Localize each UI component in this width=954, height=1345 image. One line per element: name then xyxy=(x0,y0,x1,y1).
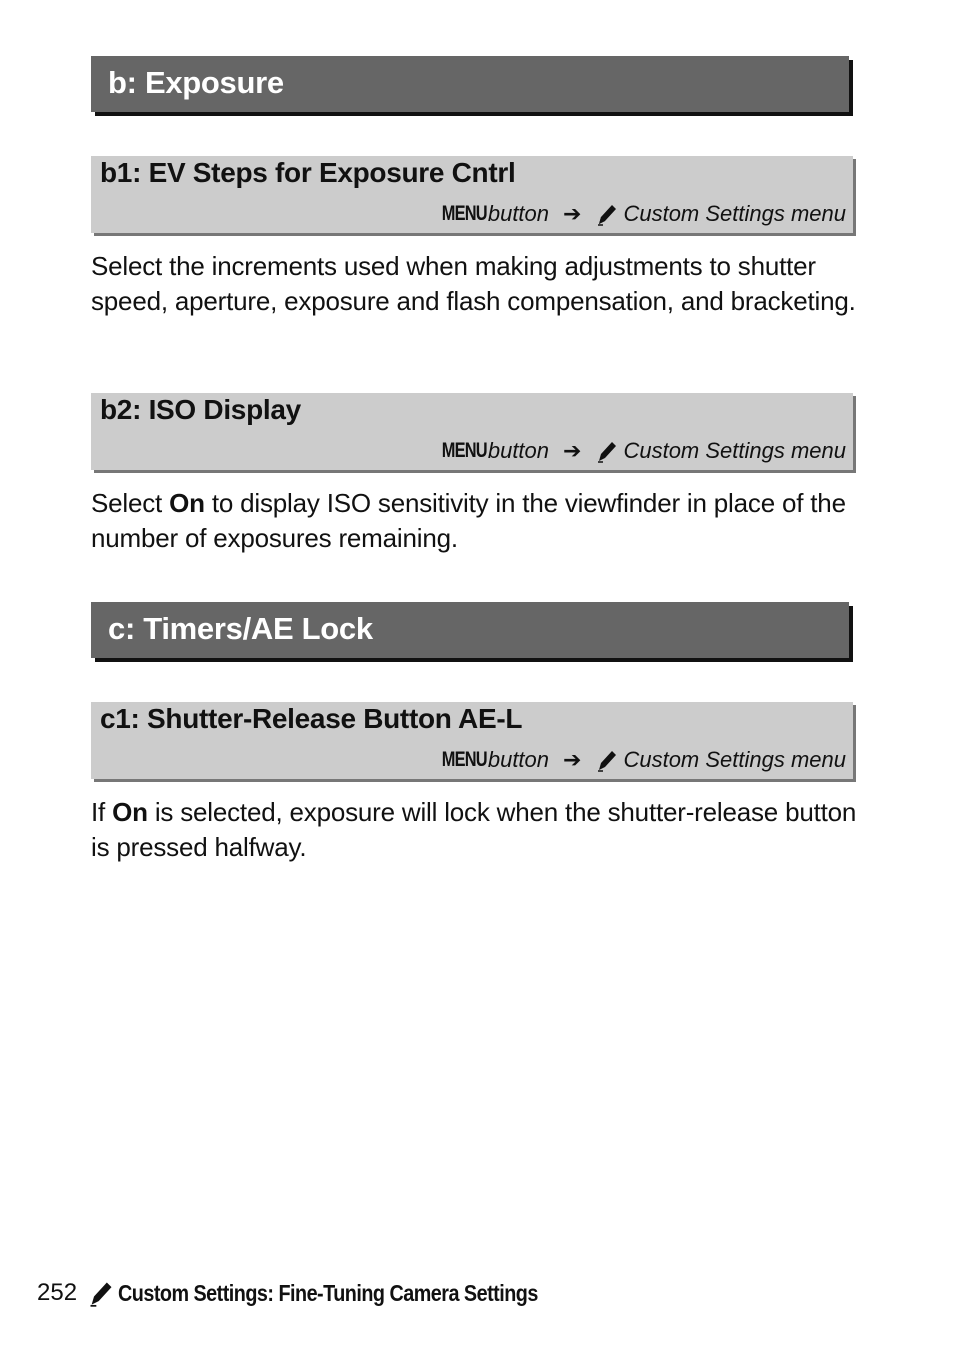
section-title: b: Exposure xyxy=(108,65,284,100)
button-word: button xyxy=(487,438,550,463)
pencil-icon xyxy=(595,748,619,772)
menu-path xyxy=(429,747,846,773)
menu-key-label: MENU xyxy=(441,748,487,771)
setting-description-c1 xyxy=(91,795,861,865)
setting-header-b1 xyxy=(91,156,853,233)
menu-key-label: MENU xyxy=(441,202,487,225)
text-after: to display ISO sensitivity in the viewfinder in place of the number of exposures remaining. xyxy=(91,488,846,553)
option-on: On xyxy=(112,797,148,827)
setting-header-c1 xyxy=(91,702,853,779)
arrow-icon: ➔ xyxy=(563,747,582,772)
menu-key-label: MENU xyxy=(441,439,487,462)
setting-description-b2 xyxy=(91,486,861,556)
footer-title: Custom Settings: Fine-Tuning Camera Settings xyxy=(118,1279,538,1306)
menu-path xyxy=(429,438,846,464)
setting-title: b2: ISO Display xyxy=(100,394,301,425)
setting-header-b2 xyxy=(91,393,853,470)
setting-title: c1: Shutter-Release Button AE-L xyxy=(100,703,523,734)
section-title: c: Timers/AE Lock xyxy=(108,611,373,646)
custom-settings-menu-label: Custom Settings menu xyxy=(623,438,846,463)
custom-settings-menu-label: Custom Settings menu xyxy=(623,201,846,226)
arrow-icon: ➔ xyxy=(563,201,582,226)
section-header-exposure xyxy=(91,56,849,112)
text-after: is selected, exposure will lock when the shutter-release button is pressed halfway. xyxy=(91,797,857,862)
setting-title: b1: EV Steps for Exposure Cntrl xyxy=(100,157,516,188)
button-word: button xyxy=(487,747,550,772)
text-before: Select xyxy=(91,488,170,518)
custom-settings-menu-label: Custom Settings menu xyxy=(623,747,846,772)
setting-description-b1: Select the increments used when making adjustments to shutter speed, aperture, exposure and flash compensation, and bracketing. xyxy=(91,251,856,316)
button-word: button xyxy=(487,201,550,226)
option-on: On xyxy=(169,488,205,518)
page-footer xyxy=(37,1276,606,1310)
text-before: If xyxy=(91,797,113,827)
pencil-icon xyxy=(595,439,619,463)
section-header-timers-ae-lock xyxy=(91,602,849,658)
page-number: 252 xyxy=(37,1279,78,1306)
pencil-icon xyxy=(87,1279,115,1307)
menu-path xyxy=(429,201,846,227)
arrow-icon: ➔ xyxy=(563,438,582,463)
pencil-icon xyxy=(595,202,619,226)
